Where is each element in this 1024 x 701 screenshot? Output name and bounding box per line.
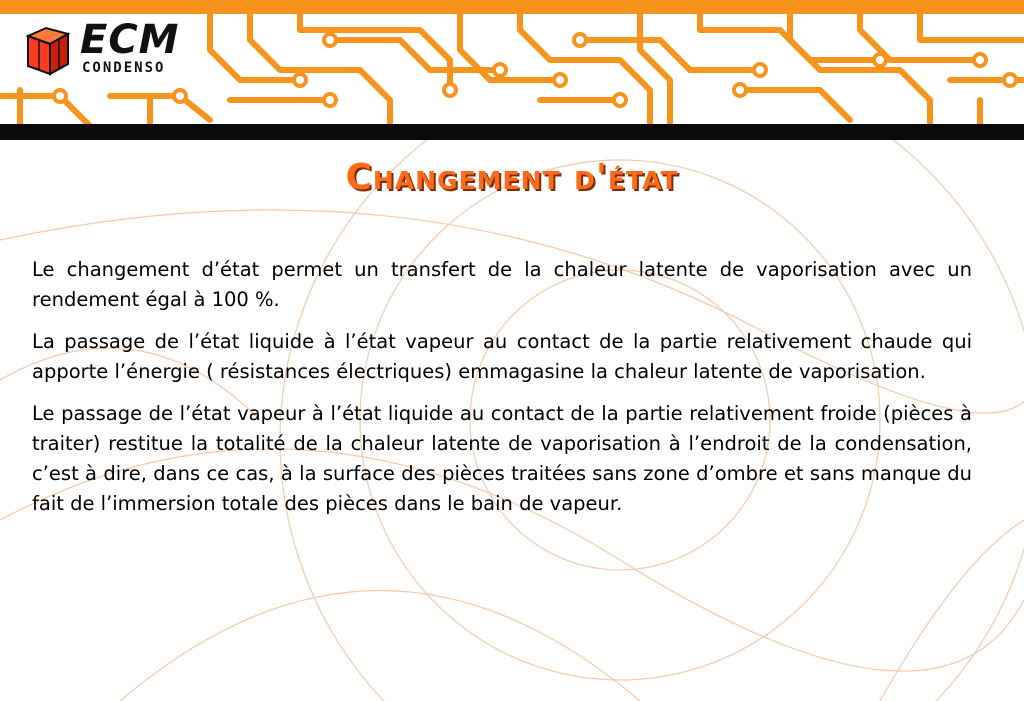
body-paragraph: Le passage de l’état vapeur à l’état liquide au contact de la partie relativement froide (pièces à traiter) restitue la totalité de la chaleur latente de vaporisation à l’endroit de la condensation, c’est à dire, dans ce cas, à la surface des pièces traitées sans zone d’ombre et sans manque du fait de l’immersion totale des pièces dans le bain de vapeur. (32, 402, 972, 515)
slide-title: Changement d'état (345, 157, 679, 198)
slide-header (0, 0, 1024, 140)
cube-logo-icon (20, 22, 76, 78)
ecm-condenso-logo (14, 18, 190, 80)
logo-brand-name: ECM (80, 17, 180, 63)
header-black-bar (0, 124, 1024, 140)
body-paragraph: La passage de l’état liquide à l’état vapeur au contact de la partie relativement chaude qui apporte l’énergie ( résistances électriques) emmagasine la chaleur latente de vaporisation. (32, 330, 972, 383)
body-paragraph: Le changement d’état permet un transfert de la chaleur latente de vaporisation avec un rendement égal à 100 %. (32, 258, 972, 311)
logo-brand-sub: CONDENSO (82, 60, 166, 76)
slide-body (32, 255, 972, 531)
